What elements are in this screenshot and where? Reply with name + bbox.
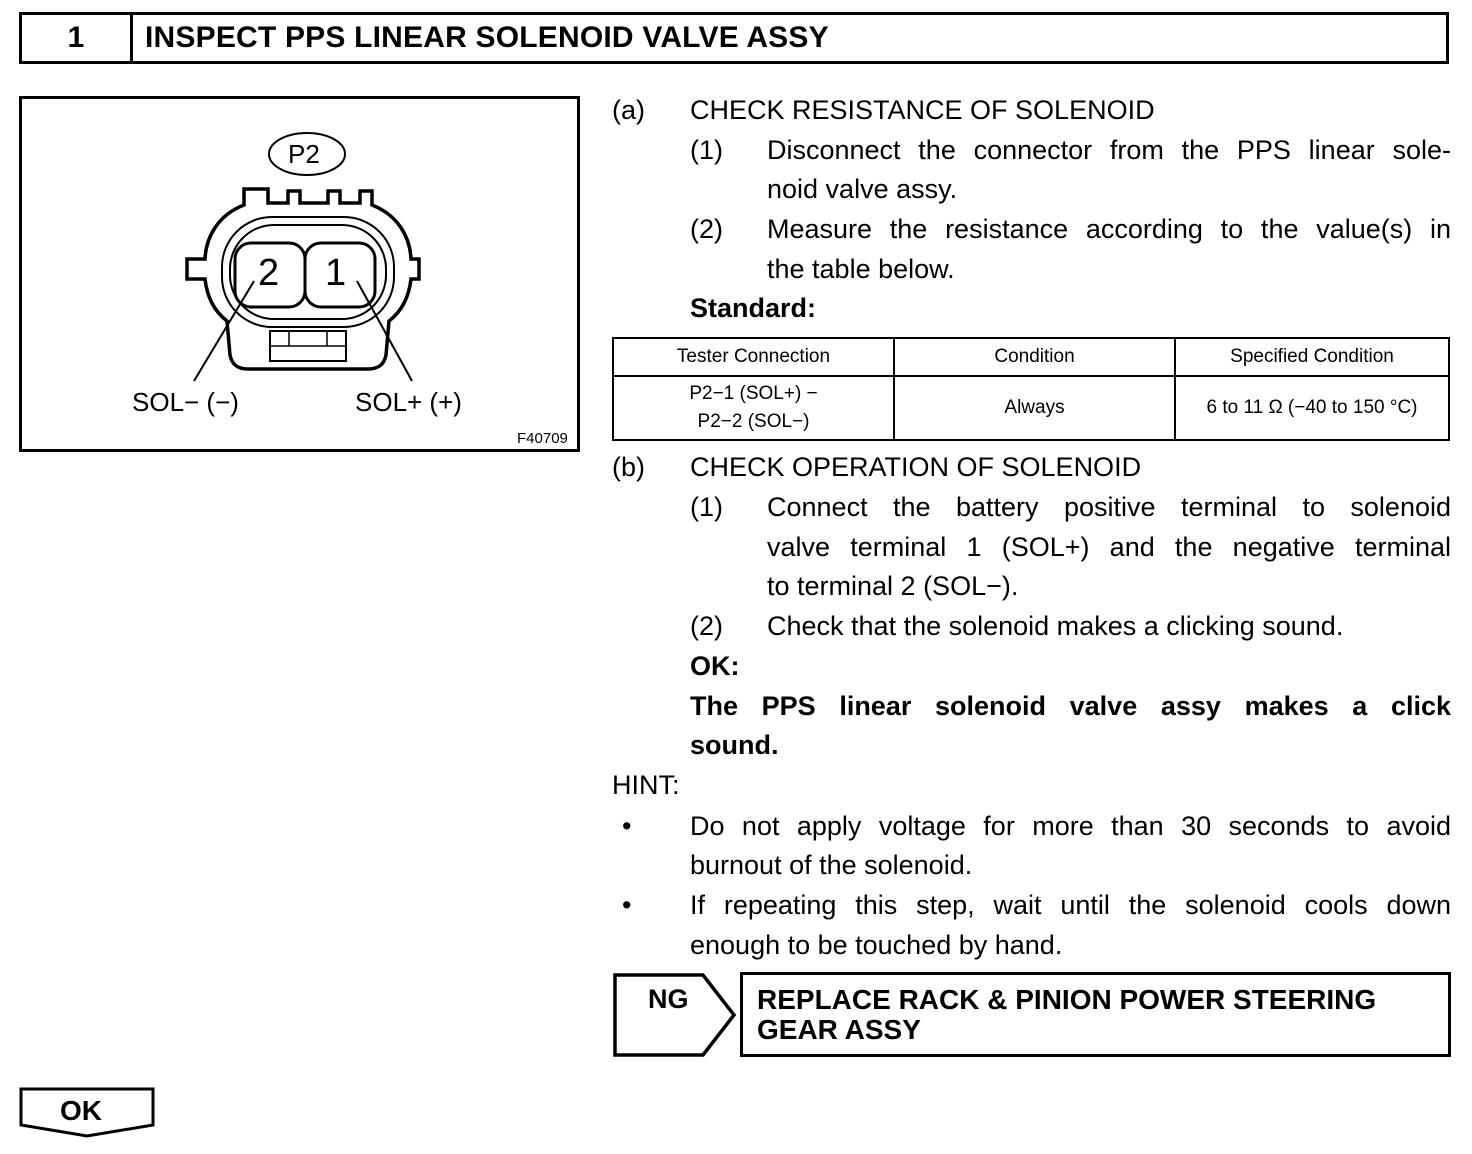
step-b1-text: Connect the battery positive terminal to solenoid — [767, 492, 1451, 522]
table-row — [613, 376, 1449, 440]
step-number: 1 — [22, 15, 133, 61]
standard-label: Standard: — [690, 293, 817, 323]
ng-action-line-2: GEAR ASSY — [757, 1014, 921, 1045]
cell-tester-connection — [613, 376, 894, 440]
hint-item-2-cont: enough to be touched by hand. — [690, 930, 1063, 960]
connection-line-2: P2−2 (SOL−) — [697, 411, 810, 432]
step-b1-text-cont: valve terminal 1 (SOL+) and the negative terminal — [767, 532, 1451, 562]
hint-item-1-cont: burnout of the solenoid. — [690, 850, 973, 880]
ng-action-box — [740, 972, 1451, 1057]
ng-action-line-1: REPLACE RACK & PINION POWER STEERING — [757, 984, 1377, 1015]
cell-specified-condition: 6 to 11 Ω (−40 to 150 °C) — [1175, 376, 1449, 440]
hint-item-1: Do not apply voltage for more than 30 seconds to avoid — [690, 811, 1451, 841]
hint-label: HINT: — [612, 770, 680, 800]
step-a1-text-cont: noid valve assy. — [767, 174, 958, 204]
ok-criteria-text: The PPS linear solenoid valve assy makes a click — [690, 691, 1451, 721]
leader-sol-plus — [357, 281, 412, 381]
step-title: INSPECT PPS LINEAR SOLENOID VALVE ASSY — [145, 21, 829, 54]
connection-line-1: P2−1 (SOL+) − — [689, 383, 818, 404]
sol-plus-label: SOL+ (+) — [355, 387, 462, 417]
header-tester-connection: Tester Connection — [613, 338, 894, 376]
hint-bullet-1: • — [622, 811, 632, 841]
ng-label: NG — [648, 984, 689, 1014]
sol-minus-label: SOL− (−) — [132, 387, 239, 417]
hint-bullet-2: • — [622, 890, 632, 920]
figure-id: F40709 — [517, 430, 568, 447]
step-b1-text-cont-2: to terminal 2 (SOL−). — [767, 571, 1019, 601]
resistance-table — [612, 337, 1450, 441]
step-b2-marker: (2) — [690, 611, 723, 641]
ok-next-label: OK — [60, 1095, 102, 1126]
step-header — [19, 12, 1449, 64]
ok-criteria-label: OK: — [690, 651, 740, 681]
cell-condition: Always — [894, 376, 1175, 440]
section-a-heading: CHECK RESISTANCE OF SOLENOID — [690, 95, 1155, 125]
step-b2-text: Check that the solenoid makes a clicking sound. — [767, 611, 1344, 641]
table-header-row — [613, 338, 1449, 376]
step-a2-text: Measure the resistance according to the value(s) in — [767, 214, 1451, 244]
pin-2-label: 2 — [258, 252, 280, 294]
section-b-marker: (b) — [612, 452, 645, 482]
step-a2-marker: (2) — [690, 214, 723, 244]
header-condition: Condition — [894, 338, 1175, 376]
hint-item-2: If repeating this step, wait until the solenoid cools down — [690, 890, 1451, 920]
connector-figure — [19, 96, 580, 452]
ok-criteria-text-cont: sound. — [690, 730, 779, 760]
step-a1-text: Disconnect the connector from the PPS linear sole- — [767, 135, 1451, 165]
section-a-marker: (a) — [612, 95, 645, 125]
step-a1-marker: (1) — [690, 135, 723, 165]
step-a2-text-cont: the table below. — [767, 254, 955, 284]
connector-label: P2 — [288, 139, 320, 169]
leader-sol-minus — [194, 281, 254, 381]
pin-1-label: 1 — [325, 252, 347, 294]
header-specified-condition: Specified Condition — [1175, 338, 1449, 376]
section-b-heading: CHECK OPERATION OF SOLENOID — [690, 452, 1142, 482]
step-b1-marker: (1) — [690, 492, 723, 522]
